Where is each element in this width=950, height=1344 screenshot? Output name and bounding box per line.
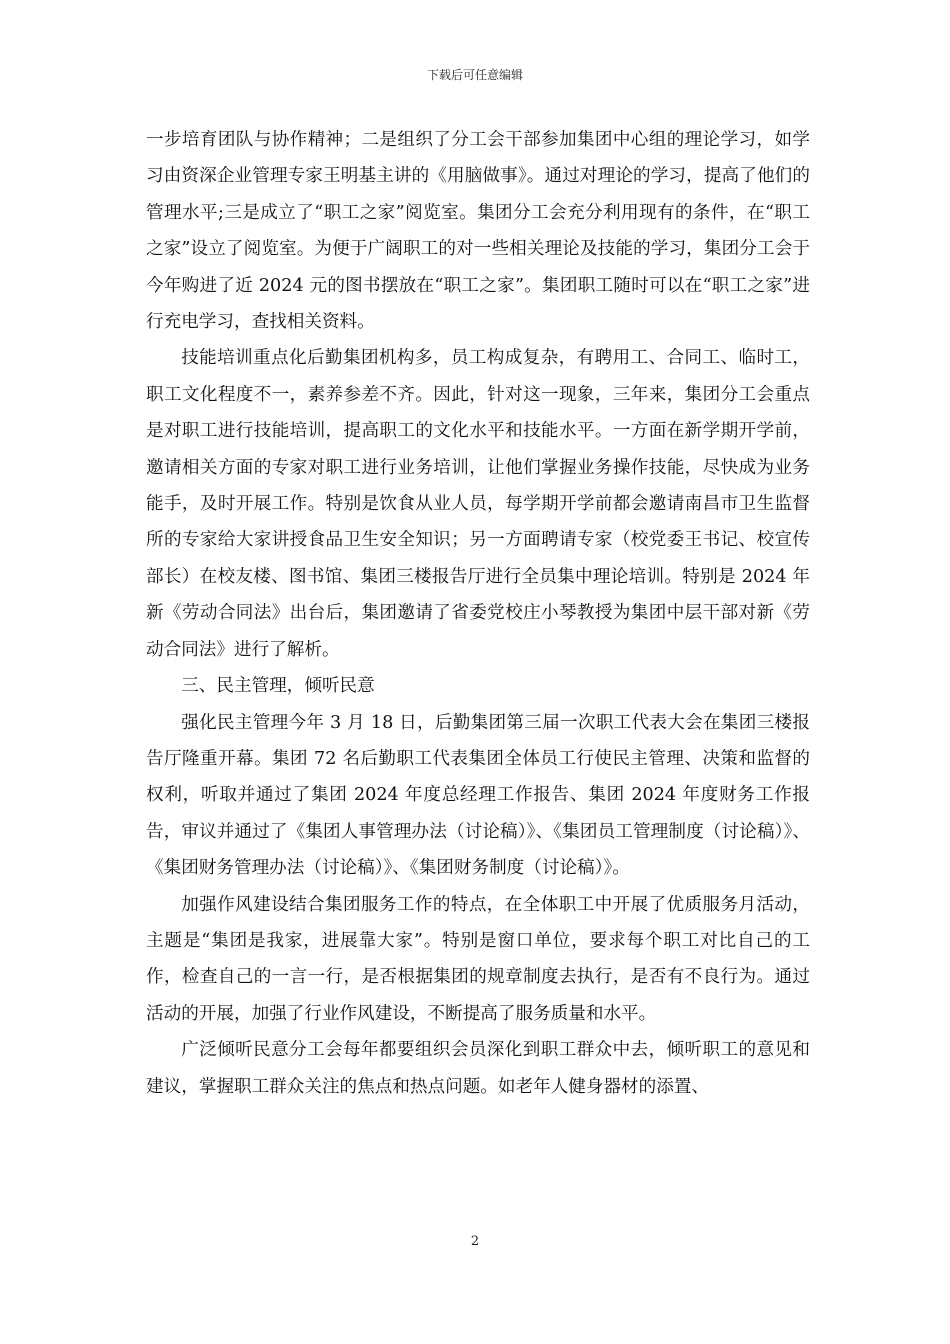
page-number: 2 <box>470 1234 480 1249</box>
paragraph-work-style: 加强作风建设结合集团服务工作的特点，在全体职工中开展了优质服务月活动，主题是“集团是我家，进展靠大家”。特别是窗口单位，要求每个职工对比自己的工作，检查自己的一言一行，是否根据集团的规章制度去执行，是否有不良行为。通过活动的开展，加强了行业作风建设，不断提高了服务质量和水平。 <box>146 894 810 1024</box>
section-heading-democratic-management: 三、民主管理，倾听民意 <box>181 676 375 697</box>
paragraph-skills-training: 技能培训重点化后勤集团机构多，员工构成复杂，有聘用工、合同工、临时工，职工文化程度不一，素养参差不齐。因此，针对这一现象，三年来，集团分工会重点是对职工进行技能培训，提高职工的文化水平和技能水平。一方面在新学期开学前，邀请相关方面的专家对职工进行业务培训，让他们掌握业务操作技能，尽快成为业务能手，及时开展工作。特别是饮食从业人员，每学期开学前都会邀请南昌市卫生监督所的专家给大家讲授食品卫生安全知识；另一方面聘请专家（校党委王书记、校宣传部长）在校友楼、图书馆、集团三楼报告厅进行全员集中理论培训。特别是 2024 年新《劳动合同法》出台后，集团邀请了省委党校庄小琴教授为集团中层干部对新《劳动合同法》进行了解析。 <box>146 348 810 660</box>
page-header: 下载后可任意编辑 <box>426 68 523 82</box>
paragraph-public-opinion: 广泛倾听民意分工会每年都要组织会员深化到职工群众中去，倾听职工的意见和建议，掌握职工群众关注的焦点和热点问题。如老年人健身器材的添置、 <box>146 1040 810 1097</box>
paragraph-democratic-management: 强化民主管理今年 3 月 18 日，后勤集团第三届一次职工代表大会在集团三楼报告厅隆重开幕。集团 72 名后勤职工代表集团全体员工行使民主管理、决策和监督的权利，听取并通过了集团 2024 年度总经理工作报告、集团 2024 年度财务工作报告，审议并通过了《集团人事管理办法（讨论稿）》、《集团员工管理制度（讨论稿）》、《集团财务管理办法（讨论稿）》、《集团财务制度（讨论稿）》。 <box>146 712 810 879</box>
document-body <box>146 122 810 1105</box>
paragraph-continuation: 一步培育团队与协作精神；二是组织了分工会干部参加集团中心组的理论学习，如学习由资深企业管理专家王明基主讲的《用脑做事》。通过对理论的学习，提高了他们的管理水平;三是成立了“职工之家”阅览室。集团分工会充分利用现有的条件，在“职工之家”设立了阅览室。为便于广阔职工的对一些相关理论及技能的学习，集团分工会于今年购进了近 2024 元的图书摆放在“职工之家”。集团职工随时可以在“职工之家”进行充电学习，查找相关资料。 <box>146 130 810 333</box>
